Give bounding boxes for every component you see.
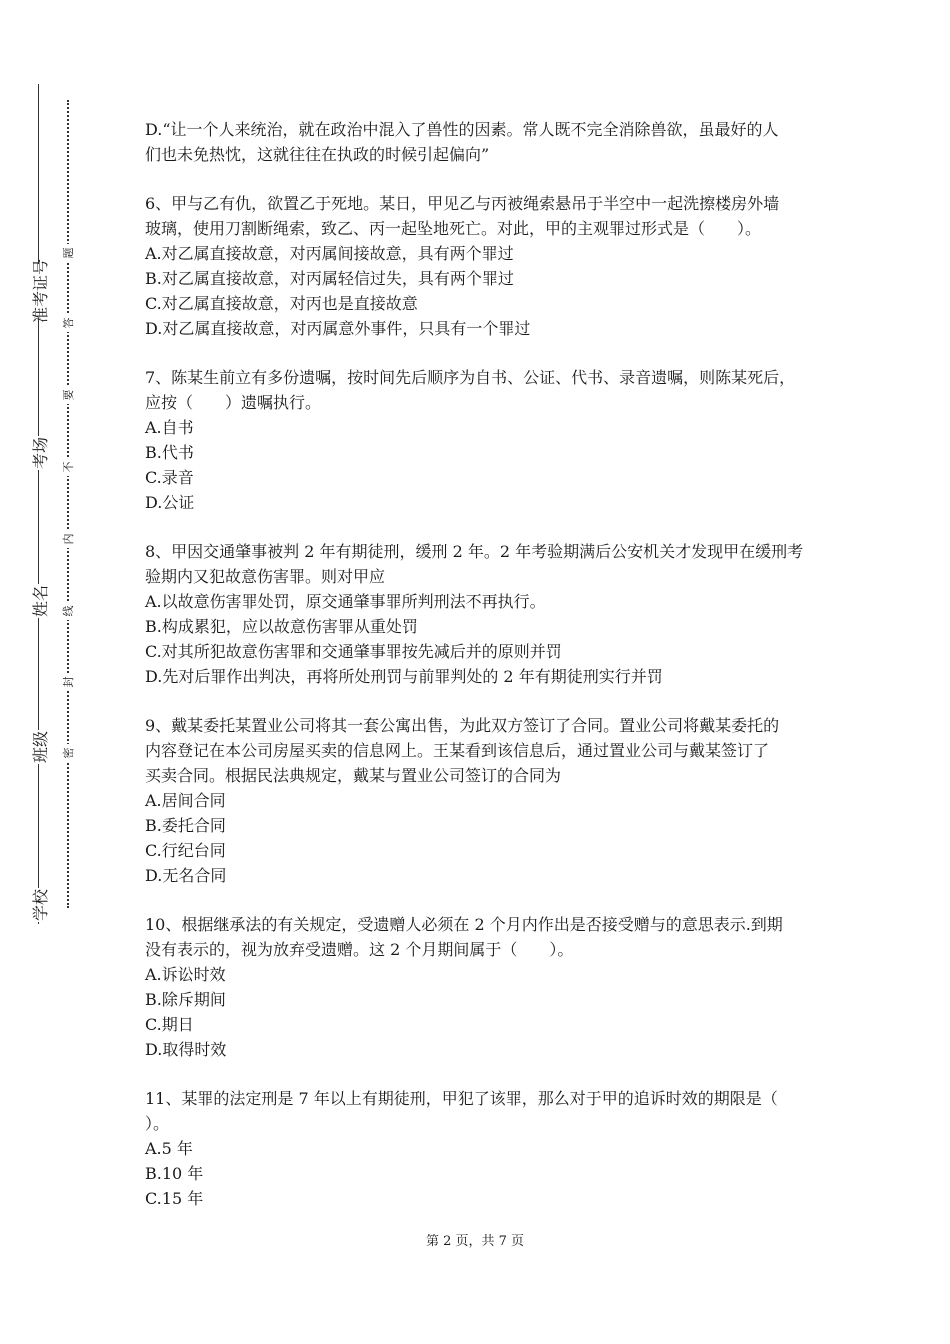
page-footer bbox=[0, 1230, 950, 1249]
question-text-line: 8、甲因交通肇事被判 2 年有期徒刑，缓刑 2 年。2 年考验期满后公安机关才发现甲在缓刑考 bbox=[145, 542, 804, 561]
question-text-line: D.“让一个人来统治，就在政治中混入了兽性的因素。常人既不完全消除兽欲，虽最好的人 bbox=[145, 120, 779, 139]
answer-option: D.无名合同 bbox=[145, 866, 227, 885]
answer-option: A.对乙属直接故意，对丙属间接故意，具有两个罪过 bbox=[145, 244, 514, 263]
answer-option: A.居间合同 bbox=[145, 791, 226, 810]
question-item-6 bbox=[145, 191, 825, 341]
answer-option: B.委托合同 bbox=[145, 816, 226, 835]
seal-char: 封 bbox=[59, 673, 77, 691]
question-text-line: 们也未免热忱，这就往往在执政的时候引起偏向” bbox=[145, 145, 490, 164]
seal-dotted-line bbox=[67, 100, 69, 908]
answer-option: D.先对后罪作出判决，再将所处刑罚与前罪判处的 2 年有期徒刑实行并罚 bbox=[145, 667, 663, 686]
question-item-7 bbox=[145, 365, 825, 515]
question-text-line: 验期内又犯故意伤害罪。则对甲应 bbox=[145, 567, 386, 586]
question-item-9 bbox=[145, 713, 825, 888]
seal-char: 答 bbox=[59, 314, 77, 332]
question-text-line: 应按（ ）遗嘱执行。 bbox=[145, 393, 322, 412]
answer-option: B.10 年 bbox=[145, 1164, 204, 1183]
binding-margin bbox=[0, 0, 110, 1344]
question-text-line: 玻璃，使用刀割断绳索，致乙、丙一起坠地死亡。对此，甲的主观罪过形式是（ ）。 bbox=[145, 219, 762, 238]
question-item-11 bbox=[145, 1086, 825, 1211]
page-number: 第 2 页，共 7 页 bbox=[425, 1234, 525, 1249]
answer-option: B.对乙属直接故意，对丙属轻信过失，具有两个罪过 bbox=[145, 269, 514, 288]
question-text-line: ）。 bbox=[145, 1114, 170, 1133]
question-text-line: 内容登记在本公司房屋买卖的信息网上。王某看到该信息后，通过置业公司与戴某签订了 bbox=[145, 741, 770, 760]
answer-option: D.取得时效 bbox=[145, 1040, 227, 1059]
exam-room-label: 考场 bbox=[22, 436, 56, 470]
question-text-line: 11、某罪的法定刑是 7 年以上有期徒刑，甲犯了该罪，那么对于甲的追诉时效的期限是（ bbox=[145, 1089, 778, 1108]
answer-option: B.除斥期间 bbox=[145, 990, 226, 1009]
answer-option: A.诉讼时效 bbox=[145, 965, 226, 984]
answer-option: D.对乙属直接故意，对丙属意外事件，只具有一个罪过 bbox=[145, 319, 531, 338]
seal-char: 题 bbox=[59, 244, 77, 262]
answer-option: B.代书 bbox=[145, 443, 194, 462]
question-item-5d bbox=[145, 117, 825, 167]
answer-option: C.15 年 bbox=[145, 1189, 204, 1208]
seal-char: 线 bbox=[59, 602, 77, 620]
exam-number-label: 准考证号 bbox=[22, 264, 56, 318]
answer-option: C.期日 bbox=[145, 1015, 194, 1034]
answer-option: A.自书 bbox=[145, 418, 194, 437]
class-label: 班级 bbox=[22, 730, 56, 764]
answer-option: C.录音 bbox=[145, 468, 194, 487]
answer-option: C.对乙属直接故意，对丙也是直接故意 bbox=[145, 294, 418, 313]
question-item-10 bbox=[145, 912, 825, 1062]
question-text-line: 9、戴某委托某置业公司将其一套公寓出售，为此双方签订了合同。置业公司将戴某委托的 bbox=[145, 716, 780, 735]
question-text-line: 7、陈某生前立有多份遗嘱，按时间先后顺序为自书、公证、代书、录音遗嘱，则陈某死后， bbox=[145, 368, 796, 387]
answer-option: A.5 年 bbox=[145, 1139, 193, 1158]
seal-char: 不 bbox=[59, 458, 77, 476]
answer-option: A.以故意伤害罪处罚，原交通肇事罪所判刑法不再执行。 bbox=[145, 592, 546, 611]
answer-option: B.构成累犯，应以故意伤害罪从重处罚 bbox=[145, 617, 418, 636]
question-text-line: 10、根据继承法的有关规定，受遗赠人必须在 2 个月内作出是否接受赠与的意思表示.到期 bbox=[145, 915, 783, 934]
seal-char: 密 bbox=[59, 744, 77, 762]
question-text-line: 6、甲与乙有仇，欲置乙于死地。某日，甲见乙与丙被绳索悬吊于半空中一起洗擦楼房外墙 bbox=[145, 194, 780, 213]
question-item-8 bbox=[145, 539, 825, 689]
seal-char: 要 bbox=[59, 386, 77, 404]
question-list bbox=[145, 117, 825, 1235]
binding-solid-line bbox=[38, 84, 39, 924]
seal-char: 内 bbox=[59, 530, 77, 548]
question-text-line: 没有表示的，视为放弃受遗赠。这 2 个月期间属于（ ）。 bbox=[145, 940, 574, 959]
name-label: 姓名 bbox=[22, 584, 56, 618]
question-text-line: 买卖合同。根据民法典规定，戴某与置业公司签订的合同为 bbox=[145, 766, 562, 785]
school-label: 学校 bbox=[22, 888, 56, 922]
answer-option: C.行纪台同 bbox=[145, 841, 226, 860]
answer-option: D.公证 bbox=[145, 493, 195, 512]
answer-option: C.对其所犯故意伤害罪和交通肇事罪按先减后并的原则并罚 bbox=[145, 642, 562, 661]
